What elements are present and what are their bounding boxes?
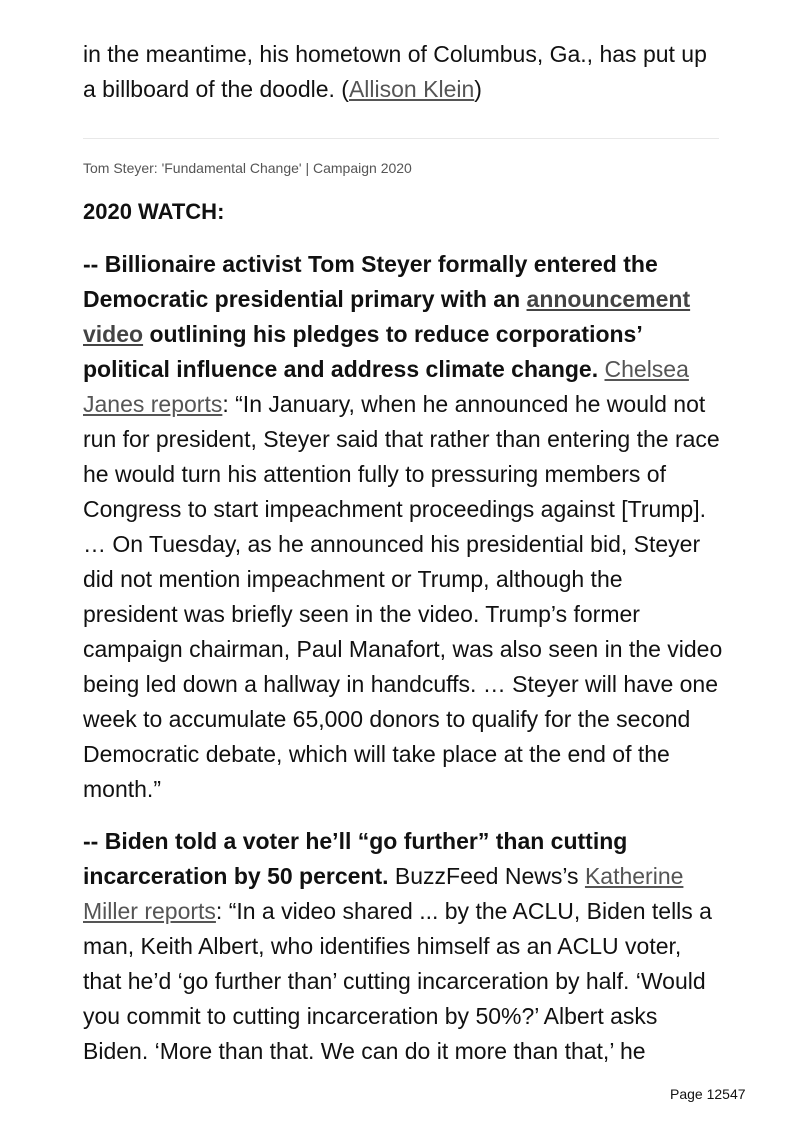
chelsea-janes-link[interactable]: Chelsea Janes reports — [83, 356, 689, 417]
intro-text-tail: ) — [474, 76, 482, 102]
biden-lead: -- Biden told a voter he’ll “go further” than cutting incarceration by 50 percent. — [83, 828, 628, 889]
steyer-lead: -- Billionaire activist Tom Steyer formally entered the Democratic presidential primary with an — [83, 251, 658, 312]
intro-text: in the meantime, his hometown of Columbus, Ga., has put up a billboard of the doodle. ( — [83, 41, 707, 102]
steyer-paragraph — [83, 247, 723, 807]
steyer-lead-tail: outlining his pledges to reduce corporations’ political influence and address climate change. — [83, 321, 642, 382]
article-content — [83, 0, 723, 1069]
biden-body: : “In a video shared ... by the ACLU, Biden tells a man, Keith Albert, who identifies himself as an ACLU voter, that he’d ‘go further than’ cutting incarceration by half. ‘Would you commit to cutting incarceration by 50%?’ Albert asks Biden. ‘More than that. We can do it more than that,’ he — [83, 898, 712, 1064]
section-heading: 2020 WATCH: — [83, 199, 225, 224]
biden-source: BuzzFeed News’s — [388, 863, 585, 889]
page-number: Page 12547 — [670, 1086, 746, 1102]
section-divider — [83, 138, 719, 139]
announcement-video-link[interactable]: announcement video — [83, 286, 691, 347]
biden-paragraph — [83, 824, 723, 1069]
intro-paragraph — [83, 37, 723, 107]
allison-klein-link[interactable]: Allison Klein — [348, 76, 475, 102]
katherine-miller-link[interactable]: Katherine Miller reports — [83, 863, 684, 924]
steyer-body: : “In January, when he announced he would not run for president, Steyer said that rather than entering the race he would turn his attention fully to pressuring members of Congress to start impeachment proceedings against [Trump]. … On Tuesday, as he announced his presidential bid, Steyer did not mention impeachment or Trump, although the president was briefly seen in the video. Trump’s former campaign chairman, Paul Manafort, was also seen in the video being led down a hallway in handcuffs. … Steyer will have one week to accumulate 65,000 donors to qualify for the second Democratic debate, which will take place at the end of the month.” — [83, 391, 723, 802]
video-caption: Tom Steyer: 'Fundamental Change' | Campaign 2020 — [83, 160, 412, 176]
